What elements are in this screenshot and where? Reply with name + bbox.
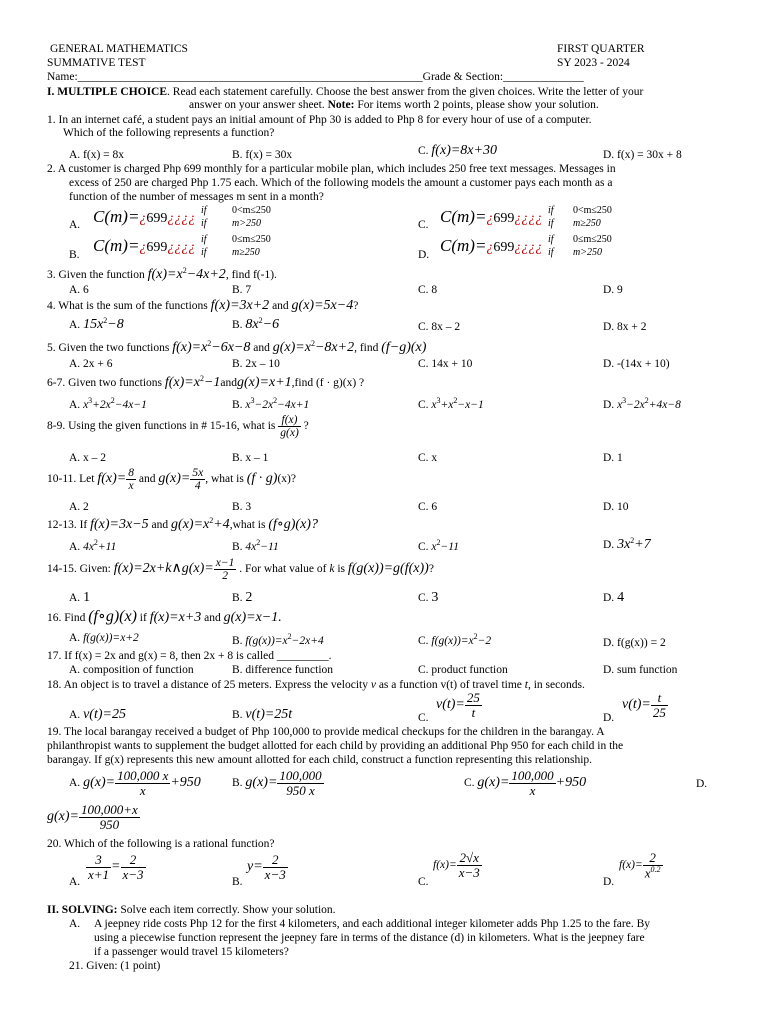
q2-b-conditions: if if — [201, 234, 207, 258]
subject-title: GENERAL MATHEMATICS — [50, 43, 188, 55]
q5-choice-a: A. 2x + 6 — [69, 358, 113, 370]
q6-choice-d: D. $x^3-2x^2+4x-8$ — [603, 396, 681, 411]
q4-stem: 4. What is the sum of the functions f(x)=3x+2 and g(x)=5x−4? — [47, 298, 359, 313]
q17-choice-a: A. composition of function — [69, 664, 194, 676]
q20-choice-a: $\frac{3}{x+1}$ = $\frac{2}{x-3}$ — [88, 852, 144, 882]
q12-choice-c: C. $x^2-11$ — [418, 538, 459, 553]
q6-choice-c: C. $x^3+x^2-x-1$ — [418, 396, 484, 411]
q10-choice-b: B. 3 — [232, 501, 252, 513]
q1-choice-b: B. f(x) = 30x — [232, 149, 293, 161]
q2-c-ranges: 0<m≤250 m≥250 — [573, 205, 612, 229]
q21-given: 21. Given: (1 point) — [69, 960, 161, 972]
q20-stem: 20. Which of the following is a rational function? — [47, 838, 275, 850]
q10-choice-d: D. 10 — [603, 501, 629, 513]
q18-choice-d-label: D. — [603, 712, 615, 724]
q2-a-ranges: 0<m≤250 m>250 — [232, 205, 271, 229]
q20-choice-c: f(x)= $\frac{2√x}{x-3}$ — [433, 850, 480, 880]
part2-a-line3: if a passenger would travel 15 kilometers? — [94, 946, 289, 958]
q20-choice-d: f(x)= $\frac{2}{x^{0.2}}$ — [619, 850, 661, 880]
q2-choice-a-label: A. — [69, 219, 81, 231]
q17-choice-d: D. sum function — [603, 664, 678, 676]
q8-choice-b: B. x – 1 — [232, 452, 269, 464]
q3-choice-a: A. 6 — [69, 284, 89, 296]
q6-choice-b: B. $x^3-2x^2-4x+1$ — [232, 396, 310, 411]
q5-choice-c: C. 14x + 10 — [418, 358, 473, 370]
q17-choice-c: C. product function — [418, 664, 508, 676]
q17-stem: 17. If f(x) = 2x and g(x) = 8, then 2x + 8 is called _________. — [47, 650, 332, 662]
q20-choice-d-label: D. — [603, 876, 615, 888]
q2-stem-line1: 2. A customer is charged Php 699 monthly for a particular mobile plan, which includes 250 free text messages. Messages in — [47, 163, 616, 175]
q3-choice-c: C. 8 — [418, 284, 438, 296]
q4-choice-d: D. 8x + 2 — [603, 321, 647, 333]
q12-choice-a: A. $4x^2+11$ — [69, 538, 117, 553]
q2-choice-d-label: D. — [418, 249, 430, 261]
q2-c-conditions: if if — [548, 205, 554, 229]
q2-choice-d: C(m)=¿699¿¿¿¿ — [440, 236, 543, 255]
q2-choice-b: C(m)=¿699¿¿¿¿ — [93, 236, 196, 255]
name-grade-line: Name:____________________________________________________________Grade & Section:______________ — [47, 71, 584, 83]
q2-d-conditions: if if — [548, 234, 554, 258]
q12-choice-b: B. $4x^2-11$ — [232, 538, 279, 553]
q2-b-ranges: 0≤m≤250 m≥250 — [232, 234, 271, 258]
q20-choice-b: y= $\frac{2}{x-3}$ — [247, 852, 286, 882]
q2-choice-c: C(m)=¿699¿¿¿¿ — [440, 207, 543, 226]
q19-choice-c: C. g(x)= $\frac{100,000}{x}$ +950 — [464, 768, 587, 798]
q14-choice-d: D. 4 — [603, 590, 625, 605]
part2-a-line1: A jeepney ride costs Php 12 for the first 4 kilometers, and each additional integer kilometer adds Php 1.25 to the fare. By — [94, 918, 651, 930]
q6-choice-a: A. $x^3+2x^2-4x-1$ — [69, 396, 147, 411]
q2-a-conditions: if if — [201, 205, 207, 229]
q18-stem: 18. An object is to travel a distance of 25 meters. Express the velocity v as a function v(t) of travel time t, in seconds. — [47, 679, 585, 691]
part1-instruction-line1: I. MULTIPLE CHOICE. Read each statement carefully. Choose the best answer from the given choices. Write the letter of your — [47, 86, 644, 98]
q2-choice-c-label: C. — [418, 219, 429, 231]
q4-choice-a: A. $15x^2-8$ — [69, 316, 124, 332]
q16-choice-b: B. $f(g(x))=x^2-2x+4$ — [232, 632, 324, 647]
q16-choice-c: C. $f(g(x))=x^2-2$ — [418, 632, 492, 647]
q1-stem-line1: 1. In an internet café, a student pays an initial amount of Php 30 is added to Php 8 for every hour of use of a computer. — [47, 114, 592, 126]
q14-stem: 14-15. Given: f(x)=2x+k∧g(x)= $\frac{x-1}{2}$ . For what value of k is f(g(x))=g(f(x))? — [47, 557, 434, 583]
q1-choice-d: D. f(x) = 30x + 8 — [603, 149, 682, 161]
q3-stem: 3. Given the function $f(x)=x^2-4x+2$, find f(-1). — [47, 266, 277, 282]
q14-choice-b: B. 2 — [232, 590, 253, 605]
q19-stem-line1: 19. The local barangay received a budget of Php 100,000 to provide medical checkups for the children in the barangay. A — [47, 726, 605, 738]
q16-choice-a: A. f(g(x))=x+2 — [69, 632, 139, 644]
q18-choice-d: v(t)= $\frac{t}{25}$ — [622, 690, 666, 720]
q10-stem: 10-11. Let f(x)= $\frac{8}{x}$ and g(x)= $\frac{5x}{4}$ , what is (f · g)(x)? — [47, 467, 296, 493]
q1-choice-a: A. f(x) = 8x — [69, 149, 125, 161]
q6-stem: 6-7. Given two functions $f(x)=x^2-1andg(x)=x+1,find$ (f · g)(x) ? — [47, 374, 365, 390]
q19-stem-line3: barangay. If g(x) represents this new amount allotted for each child, construct a function representing this relationship. — [47, 754, 593, 766]
q2-choice-a: C(m)=¿699¿¿¿¿ — [93, 207, 196, 226]
q18-choice-c: v(t)= $\frac{25}{t}$ — [436, 690, 480, 720]
q3-choice-b: B. 7 — [232, 284, 252, 296]
part2-instruction: II. SOLVING: Solve each item correctly. Show your solution. — [47, 904, 336, 916]
q4-choice-c: C. 8x – 2 — [418, 321, 461, 333]
test-title: SUMMATIVE TEST — [47, 57, 146, 69]
q18-choice-c-label: C. — [418, 712, 429, 724]
q17-choice-b: B. difference function — [232, 664, 334, 676]
q1-stem-line2: Which of the following represents a function? — [63, 127, 275, 139]
q18-choice-b: B. v(t)=25t — [232, 707, 293, 722]
q12-choice-d: D. $3x^2+7$ — [603, 536, 651, 552]
q2-stem-line2: excess of 250 are charged Php 1.75 each. Which of the following models the amount a customer pays each month as a — [69, 177, 613, 189]
q19-choice-a: A. g(x)= $\frac{100,000 x}{x}$ +950 — [69, 768, 201, 798]
q20-choice-b-label: B. — [232, 876, 243, 888]
part2-a-label: A. — [69, 918, 81, 930]
part1-instruction-line2: answer on your answer sheet. Note: For items worth 2 points, please show your solution. — [189, 99, 599, 111]
q19-stem-line2: philanthropist wants to supplement the budget allotted for each child by providing an additional Php 950 for each child in the — [47, 740, 624, 752]
q10-choice-c: C. 6 — [418, 501, 438, 513]
q19-choice-b: B. g(x)= $\frac{100,000}{950 x}$ — [232, 768, 322, 798]
q8-choice-d: D. 1 — [603, 452, 623, 464]
quarter-label: FIRST QUARTER — [557, 43, 645, 55]
q2-choice-b-label: B. — [69, 249, 80, 261]
q16-choice-d: D. f(g(x)) = 2 — [603, 637, 666, 649]
q8-stem: 8-9. Using the given functions in # 15-16, what is $\frac{f(x)}{g(x)}$ ? — [47, 414, 309, 440]
q12-stem: 12-13. If f(x)=3x−5 and $g(x)=x^2+4,what$ is (f∘g)(x)? — [47, 516, 318, 532]
q2-stem-line3: function of the number of messages m sent in a month? — [69, 191, 324, 203]
q20-choice-c-label: C. — [418, 876, 429, 888]
q5-stem: 5. Given the two functions $f(x)=x^2-6x-8$ and $g(x)=x^2-8x+2$, find (f−g)(x) — [47, 339, 427, 355]
q10-choice-a: A. 2 — [69, 501, 89, 513]
q18-choice-a: A. v(t)=25 — [69, 707, 126, 722]
q4-choice-b: B. $8x^2-6$ — [232, 316, 280, 332]
q8-choice-a: A. x – 2 — [69, 452, 107, 464]
q8-choice-c: C. x — [418, 452, 438, 464]
q5-choice-d: D. -(14x + 10) — [603, 358, 670, 370]
q14-choice-c: C. 3 — [418, 590, 439, 605]
q14-choice-a: A. 1 — [69, 590, 91, 605]
q3-choice-d: D. 9 — [603, 284, 623, 296]
q1-choice-c: C. f(x)=8x+30 — [418, 143, 497, 158]
q19-choice-d: g(x)= $\frac{100,000+x}{950}$ — [47, 802, 138, 832]
part2-a-line2: using a piecewise function represent the jeepney fare in terms of the distance (d) in kilometers. What is the jeepney fare — [94, 932, 645, 944]
q5-choice-b: B. 2x – 10 — [232, 358, 280, 370]
q16-stem: 16. Find (f∘g)(x) if f(x)=x+3 and g(x)=x−1. — [47, 608, 282, 625]
q20-choice-a-label: A. — [69, 876, 81, 888]
q2-d-ranges: 0≤m≤250 m>250 — [573, 234, 612, 258]
q19-choice-d-label: D. — [696, 778, 708, 790]
school-year: SY 2023 - 2024 — [557, 57, 630, 69]
